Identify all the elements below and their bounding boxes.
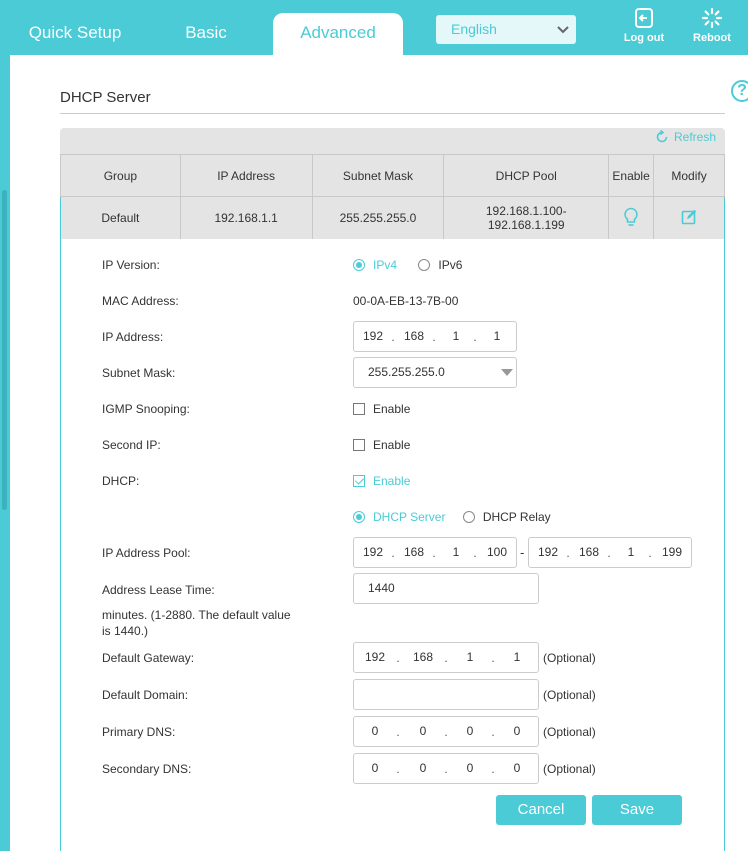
ip-octet-1[interactable]: 192 xyxy=(364,650,386,664)
logout-label: Log out xyxy=(623,32,665,44)
dhcp-relay-radio[interactable] xyxy=(463,510,551,524)
page-title: DHCP Server xyxy=(60,89,151,106)
reboot-button[interactable] xyxy=(682,7,742,44)
language-value: English xyxy=(451,21,497,37)
refresh-button[interactable] xyxy=(655,128,716,146)
ip-dot: . xyxy=(491,651,495,665)
ip-octet-2[interactable]: 168 xyxy=(403,545,425,559)
tab-advanced[interactable]: Advanced xyxy=(273,13,403,55)
ip-dot: . xyxy=(391,330,395,344)
language-select[interactable] xyxy=(436,15,576,44)
pool-start-input[interactable] xyxy=(353,537,517,568)
ip-octet-1[interactable]: 0 xyxy=(371,761,379,775)
ip-dot: . xyxy=(491,725,495,739)
table-header-row xyxy=(61,155,725,197)
save-button[interactable]: Save xyxy=(592,795,682,825)
top-navigation-bar xyxy=(0,0,748,55)
dhcp-mode-group xyxy=(353,510,551,524)
checkbox-icon xyxy=(353,439,365,451)
ip-octet-2[interactable]: 168 xyxy=(403,329,425,343)
second-ip-label: Second IP: xyxy=(102,438,161,452)
ip-octet-1[interactable]: 0 xyxy=(371,724,379,738)
ip-dot: . xyxy=(444,651,448,665)
cell-group: Default xyxy=(61,197,181,240)
subnet-mask-select[interactable] xyxy=(353,357,517,388)
ip-octet-1[interactable]: 192 xyxy=(362,545,384,559)
lease-time-label: Address Lease Time: xyxy=(102,583,215,597)
chevron-down-icon xyxy=(556,23,570,37)
igmp-snooping-checkbox[interactable] xyxy=(353,402,410,416)
tab-basic[interactable]: Basic xyxy=(185,23,227,42)
lease-time-input[interactable]: 1440 xyxy=(353,573,539,604)
checkbox-icon xyxy=(353,403,365,415)
ip-octet-1[interactable]: 192 xyxy=(362,329,384,343)
dhcp-checkbox[interactable] xyxy=(353,474,410,488)
radio-selected-icon xyxy=(353,259,365,271)
pool-end-text: 192.168.1.199 xyxy=(487,218,565,232)
ipv6-label: IPv6 xyxy=(438,258,463,272)
ip-octet-4[interactable]: 1 xyxy=(513,650,521,664)
ip-dot: . xyxy=(607,546,611,560)
reboot-label: Reboot xyxy=(693,32,731,44)
ip-octet-4[interactable]: 1 xyxy=(493,329,501,343)
column-header: IP Address xyxy=(180,155,312,197)
second-ip-enable-label: Enable xyxy=(373,438,411,452)
pool-end-input[interactable] xyxy=(528,537,692,568)
subnet-mask-label: Subnet Mask: xyxy=(102,366,176,380)
ip-version-label: IP Version: xyxy=(102,258,160,272)
dhcp-relay-label: DHCP Relay xyxy=(482,510,551,524)
ip-dot: . xyxy=(432,330,436,344)
ip-octet-2[interactable]: 168 xyxy=(412,650,434,664)
dhcp-label: DHCP: xyxy=(102,474,140,488)
lightbulb-icon[interactable] xyxy=(623,207,639,227)
column-header: Group xyxy=(61,155,181,197)
ip-octet-3[interactable]: 0 xyxy=(466,761,474,775)
ip-octet-3[interactable]: 1 xyxy=(452,545,460,559)
ip-octet-3[interactable]: 1 xyxy=(452,329,460,343)
mac-address-value: 00-0A-EB-13-7B-00 xyxy=(353,294,459,308)
second-ip-checkbox[interactable] xyxy=(353,438,410,452)
cancel-button[interactable]: Cancel xyxy=(496,795,586,825)
ip-dot: . xyxy=(491,762,495,776)
ip-address-label: IP Address: xyxy=(102,330,164,344)
column-header: Modify xyxy=(654,155,725,197)
ip-octet-2[interactable]: 168 xyxy=(578,545,600,559)
logout-icon xyxy=(633,7,655,29)
refresh-label: Refresh xyxy=(674,130,717,144)
cell-enable[interactable] xyxy=(609,197,654,240)
pool-range-dash: - xyxy=(520,545,525,560)
radio-selected-icon xyxy=(353,511,365,523)
checkbox-checked-icon xyxy=(353,475,365,487)
ip-dot: . xyxy=(396,762,400,776)
ip-octet-4[interactable]: 0 xyxy=(513,724,521,738)
cell-dhcp-pool xyxy=(444,197,609,240)
column-header: Subnet Mask xyxy=(312,155,444,197)
dhcp-server-label: DHCP Server xyxy=(373,510,446,524)
reboot-icon xyxy=(701,7,723,29)
ip-dot: . xyxy=(444,725,448,739)
ip-dot: . xyxy=(566,546,570,560)
optional-hint: (Optional) xyxy=(543,725,596,739)
ipv4-label: IPv4 xyxy=(373,258,398,272)
ip-octet-4[interactable]: 100 xyxy=(486,545,508,559)
table-toolbar xyxy=(60,128,725,154)
default-gateway-label: Default Gateway: xyxy=(102,651,195,665)
ip-dot: . xyxy=(396,651,400,665)
ip-address-input[interactable] xyxy=(353,321,517,352)
scrollbar[interactable] xyxy=(0,55,10,851)
secondary-dns-label: Secondary DNS: xyxy=(102,762,192,776)
logout-button[interactable] xyxy=(614,7,674,44)
help-icon[interactable]: ? xyxy=(731,80,748,102)
ip-dot: . xyxy=(444,762,448,776)
mac-address-label: MAC Address: xyxy=(102,294,179,308)
ip-octet-1[interactable]: 192 xyxy=(537,545,559,559)
ip-dot: . xyxy=(396,725,400,739)
dropdown-arrow-icon xyxy=(501,369,513,376)
ip-octet-3[interactable]: 1 xyxy=(466,650,474,664)
ip-dot: . xyxy=(648,546,652,560)
igmp-enable-label: Enable xyxy=(373,402,411,416)
ip-version-group xyxy=(353,258,462,272)
scrollbar-thumb[interactable] xyxy=(2,190,7,510)
dhcp-server-radio[interactable] xyxy=(353,510,445,524)
dhcp-table xyxy=(60,154,725,240)
igmp-snooping-label: IGMP Snooping: xyxy=(102,402,190,416)
primary-dns-label: Primary DNS: xyxy=(102,725,176,739)
title-divider xyxy=(60,113,725,114)
radio-icon xyxy=(418,259,430,271)
tab-quick-setup[interactable]: Quick Setup xyxy=(28,23,122,42)
ip-octet-2[interactable]: 0 xyxy=(419,761,427,775)
column-header: Enable xyxy=(609,155,654,197)
ip-pool-label: IP Address Pool: xyxy=(102,546,191,560)
pool-start-text: 192.168.1.100- xyxy=(485,204,567,218)
primary-dns-input[interactable] xyxy=(353,716,539,747)
default-domain-label: Default Domain: xyxy=(102,688,189,702)
table-row[interactable] xyxy=(61,197,725,240)
ip-octet-4[interactable]: 0 xyxy=(513,761,521,775)
ip-octet-3[interactable]: 1 xyxy=(627,545,635,559)
optional-hint: (Optional) xyxy=(543,651,596,665)
ip-dot: . xyxy=(473,330,477,344)
dhcp-enable-label: Enable xyxy=(373,474,411,488)
column-header: DHCP Pool xyxy=(444,155,609,197)
refresh-icon xyxy=(655,130,669,144)
cell-subnet-mask: 255.255.255.0 xyxy=(312,197,444,240)
cell-modify[interactable] xyxy=(654,197,725,240)
ip-octet-3[interactable]: 0 xyxy=(466,724,474,738)
ipv4-radio[interactable] xyxy=(353,258,397,272)
ipv6-radio[interactable] xyxy=(418,258,462,272)
edit-icon[interactable] xyxy=(681,209,697,225)
radio-icon xyxy=(463,511,475,523)
ip-octet-4[interactable]: 199 xyxy=(661,545,683,559)
optional-hint: (Optional) xyxy=(543,762,596,776)
cell-ip-address: 192.168.1.1 xyxy=(180,197,312,240)
default-domain-input[interactable] xyxy=(353,679,539,710)
ip-dot: . xyxy=(391,546,395,560)
ip-dot: . xyxy=(473,546,477,560)
optional-hint: (Optional) xyxy=(543,688,596,702)
lease-time-hint: minutes. (1-2880. The default value is 1440.) xyxy=(102,608,291,638)
ip-dot: . xyxy=(432,546,436,560)
secondary-dns-input[interactable] xyxy=(353,753,539,784)
subnet-mask-value: 255.255.255.0 xyxy=(368,365,445,379)
default-gateway-input[interactable] xyxy=(353,642,539,673)
ip-octet-2[interactable]: 0 xyxy=(419,724,427,738)
